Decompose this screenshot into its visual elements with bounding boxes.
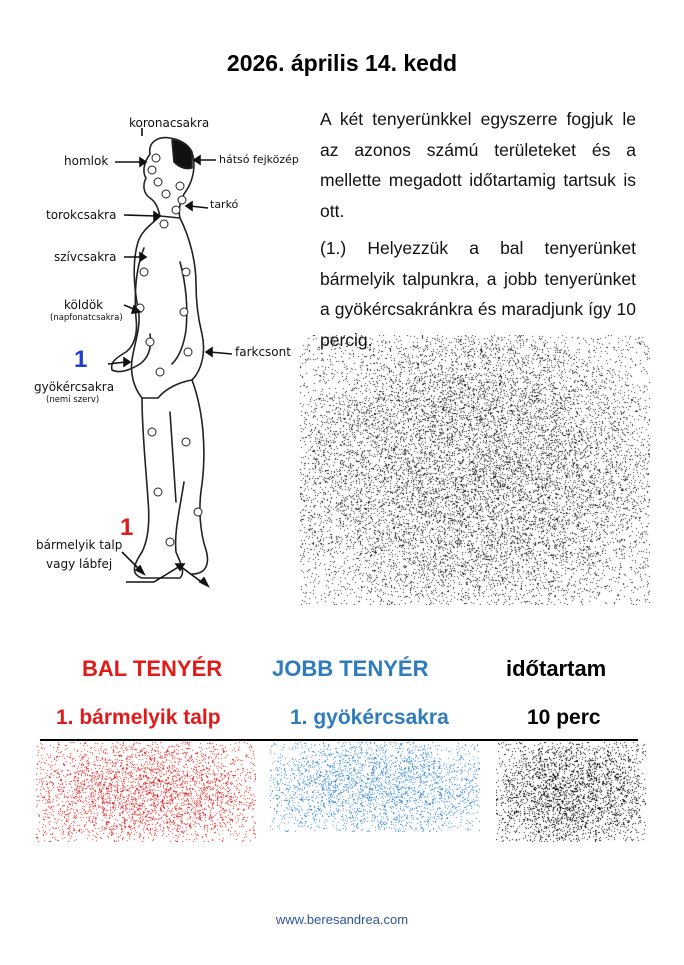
noise-overlay-black	[496, 742, 646, 842]
figure-blue-number: 1	[74, 346, 88, 373]
cell-bal-tenyer: 1. bármelyik talp	[56, 706, 221, 729]
label-koldok: köldök	[64, 298, 104, 312]
label-vagy-labfej: vagy lábfej	[46, 557, 113, 571]
label-farkcsont: farkcsont	[235, 345, 291, 359]
paragraph-step-1: (1.) Helyezzük a bal tenyerünket bármelyik talpunkra, a jobb tenyerünket a gyökércsakránkra és maradjunk így 10	[320, 238, 636, 319]
label-szivcsakra: szívcsakra	[54, 250, 117, 264]
noise-overlay-text	[300, 335, 650, 605]
header-idotartam: időtartam	[506, 656, 607, 681]
cell-jobb-tenyer: 1. gyökércsakra	[290, 706, 449, 729]
table-rule	[40, 739, 638, 741]
header-bal-tenyer: BAL TENYÉR	[82, 656, 223, 681]
label-torokcsakra: torokcsakra	[46, 208, 117, 222]
label-hatso-fejkozep: hátsó fejközép	[219, 153, 299, 166]
label-gyokercsakra-sub: (nemi szerv)	[46, 395, 100, 405]
body-figure	[30, 112, 310, 602]
label-homlok: homlok	[64, 154, 109, 168]
page-title: 2026. április 14. kedd	[226, 50, 458, 76]
label-koronacsakra: koronacsakra	[129, 116, 210, 130]
label-gyokercsakra: gyökércsakra	[34, 380, 115, 394]
noise-overlay-blue	[270, 742, 480, 832]
label-tarko: tarkó	[210, 198, 239, 211]
label-koldok-sub: (napfonatcsakra)	[50, 313, 123, 323]
figure-red-number: 1	[120, 514, 134, 541]
header-jobb-tenyer: JOBB TENYÉR	[272, 656, 429, 681]
paragraph-instructions: A két tenyerünkkel egyszerre fogjuk le az azonos számú területeket és a mellette megadott időtartamig tartsuk is ott.	[320, 109, 636, 221]
label-barmelyik-talp: bármelyik talp	[36, 538, 123, 552]
cell-idotartam: 10 perc	[527, 706, 601, 729]
noise-overlay-red	[36, 742, 256, 842]
footer-url: www.beresandrea.com	[275, 912, 409, 927]
